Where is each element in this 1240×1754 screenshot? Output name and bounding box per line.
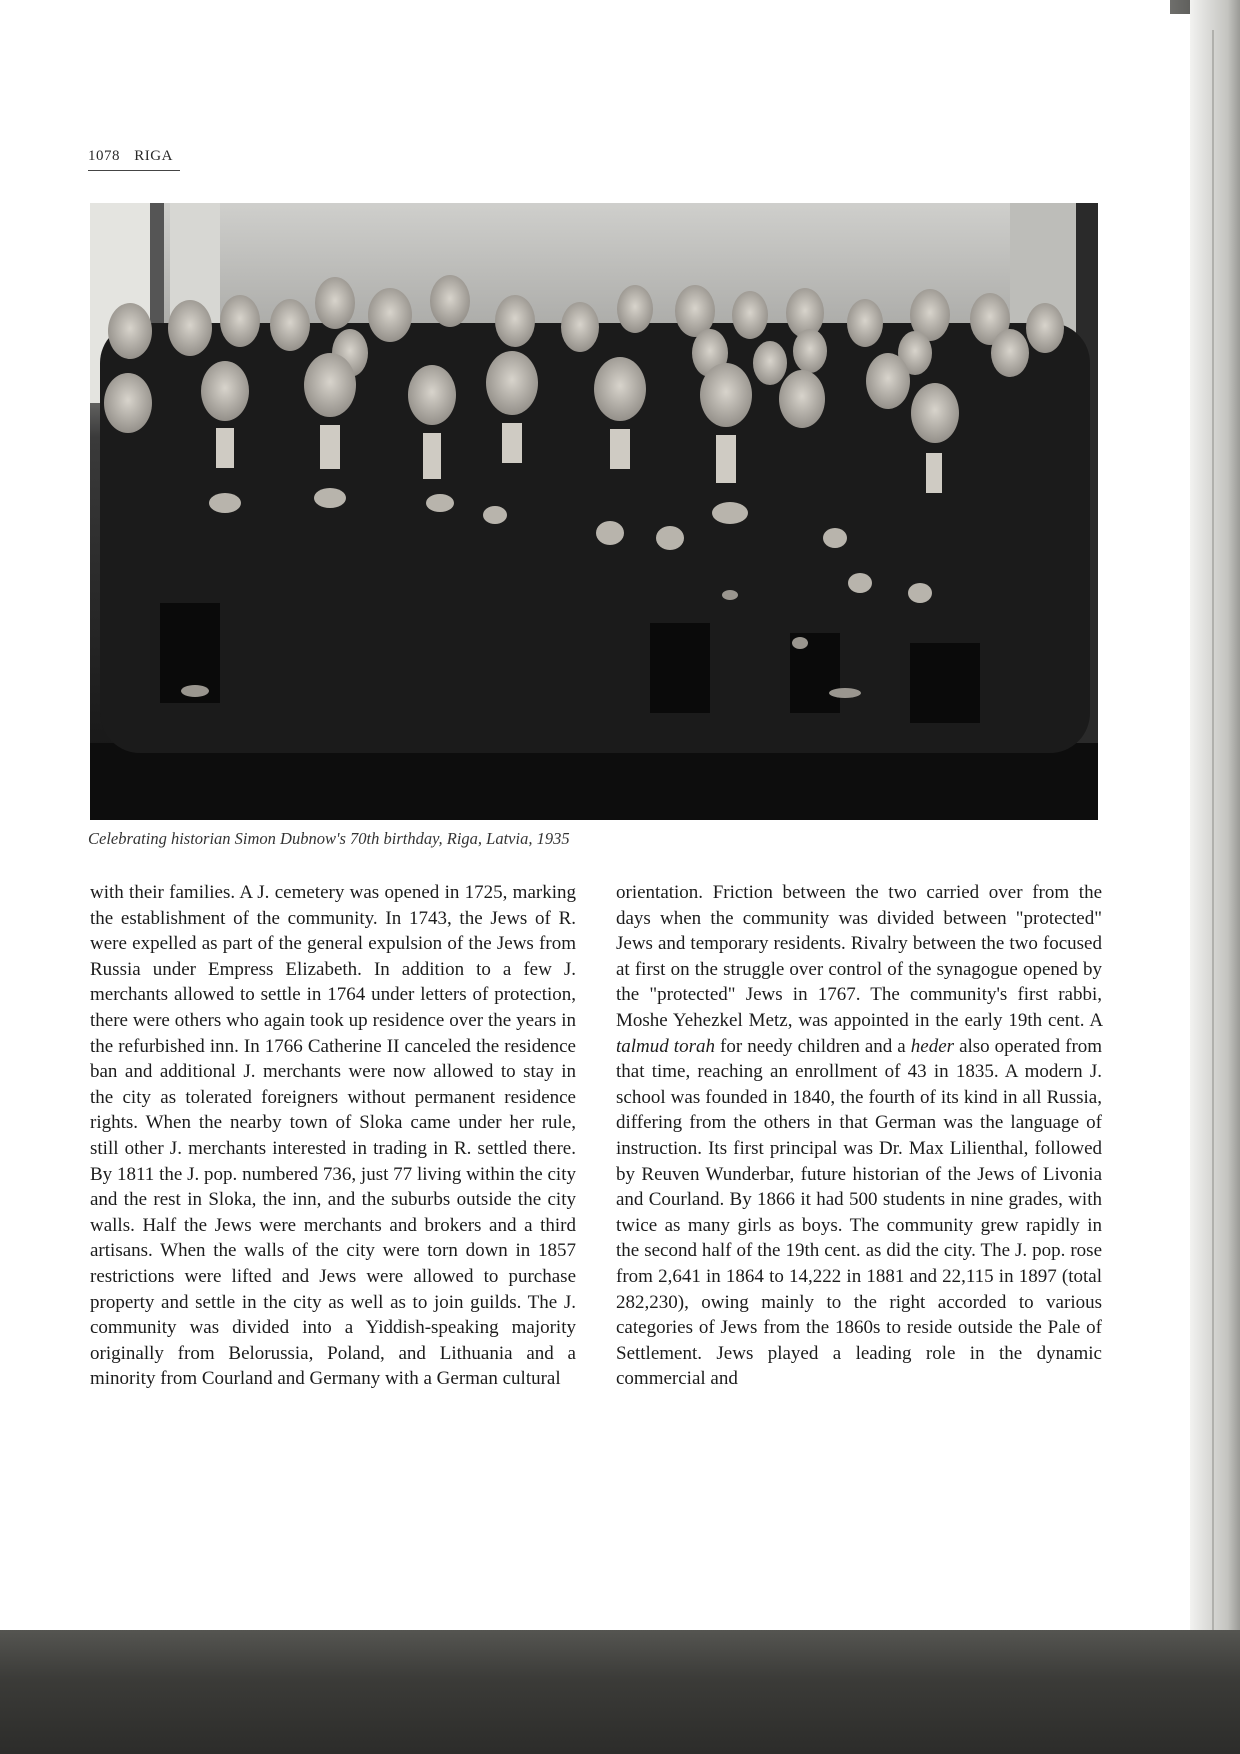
italic-term-talmud-torah: talmud torah [616,1035,715,1057]
right-column-text-part-3: also operated from that time, reaching an enrollment of 43 in 1835. A modern J. school was founded in 1840, the fourth of its kind in all Russia, differing from the others in that German was the language of instruction. Its first principal was Dr. Max Lilienthal, followed by Reuven Wunderbar, future historian of the Jews of Livonia and Courland. By 1866 it had 500 students in nine grades, with twice as many girls as boys. The community grew rapidly in the second half of the 19th cent. as did the city. The J. pop. rose from 2,641 in 1864 to 14,222 in 1881 and 22,115 in 1897 (total 282,230), owing mainly to the right accorded to various categories of Jews from the 1860s to reside outside the Pale of Settlement. Jews played a leading role in the dynamic commercial and [616,1035,1103,1390]
group-photograph [90,203,1098,820]
running-title: RIGA [134,148,173,164]
body-text-right-column [616,880,1102,1392]
page-number: 1078 [88,148,120,164]
scan-bottom-shadow [0,1630,1240,1754]
right-column-text-part-2: for needy children and a [720,1035,906,1057]
header-rule [88,170,180,171]
book-page-edge-line [1212,30,1214,1670]
running-header [88,148,173,165]
group-photograph-image [90,203,1098,820]
photo-caption: Celebrating historian Simon Dubnow's 70th birthday, Riga, Latvia, 1935 [88,829,570,848]
italic-term-heder: heder [910,1035,955,1057]
book-gutter-edge [1190,0,1240,1754]
right-column-text-part-1: orientation. Friction between the two carried over from the days when the community was divided between "protected" Jews and temporary residents. Rivalry between the two focused at first on the struggle over control of the synagogue opened by the "protected" Jews in 1767. The community's first rabbi, Moshe Yehezkel Metz, was appointed in the early 19th cent. A [616,882,1102,1031]
body-text-left-column: with their families. A J. cemetery was opened in 1725, marking the establishment of the community. In 1743, the Jews of R. were expelled as part of the general expulsion of the Jews from Russia under Empress Elizabeth. In addition to a few J. merchants allowed to settle in 1764 under letters of protection, there were others who again took up residence over the years in the refurbished inn. In 1766 Catherine II canceled the residence ban and additional J. merchants were now allowed to stay in the city as tolerated foreigners without permanent residence rights. When the nearby town of Sloka came under her rule, still other J. merchants interested in trading in R. settled there. By 1811 the J. pop. numbered 736, just 77 living within the city and the rest in Sloka, the inn, and the suburbs outside the city walls. Half the Jews were merchants and brokers and a third artisans. When the walls of the city were torn down in 1857 restrictions were lifted and Jews were allowed to purchase property and settle in the city as well as to join guilds. The J. community was divided into a Yiddish-speaking majority originally from Belorussia, Poland, and Lithuania and a minority from Courland and Germany with a German cultural [90,882,576,1390]
